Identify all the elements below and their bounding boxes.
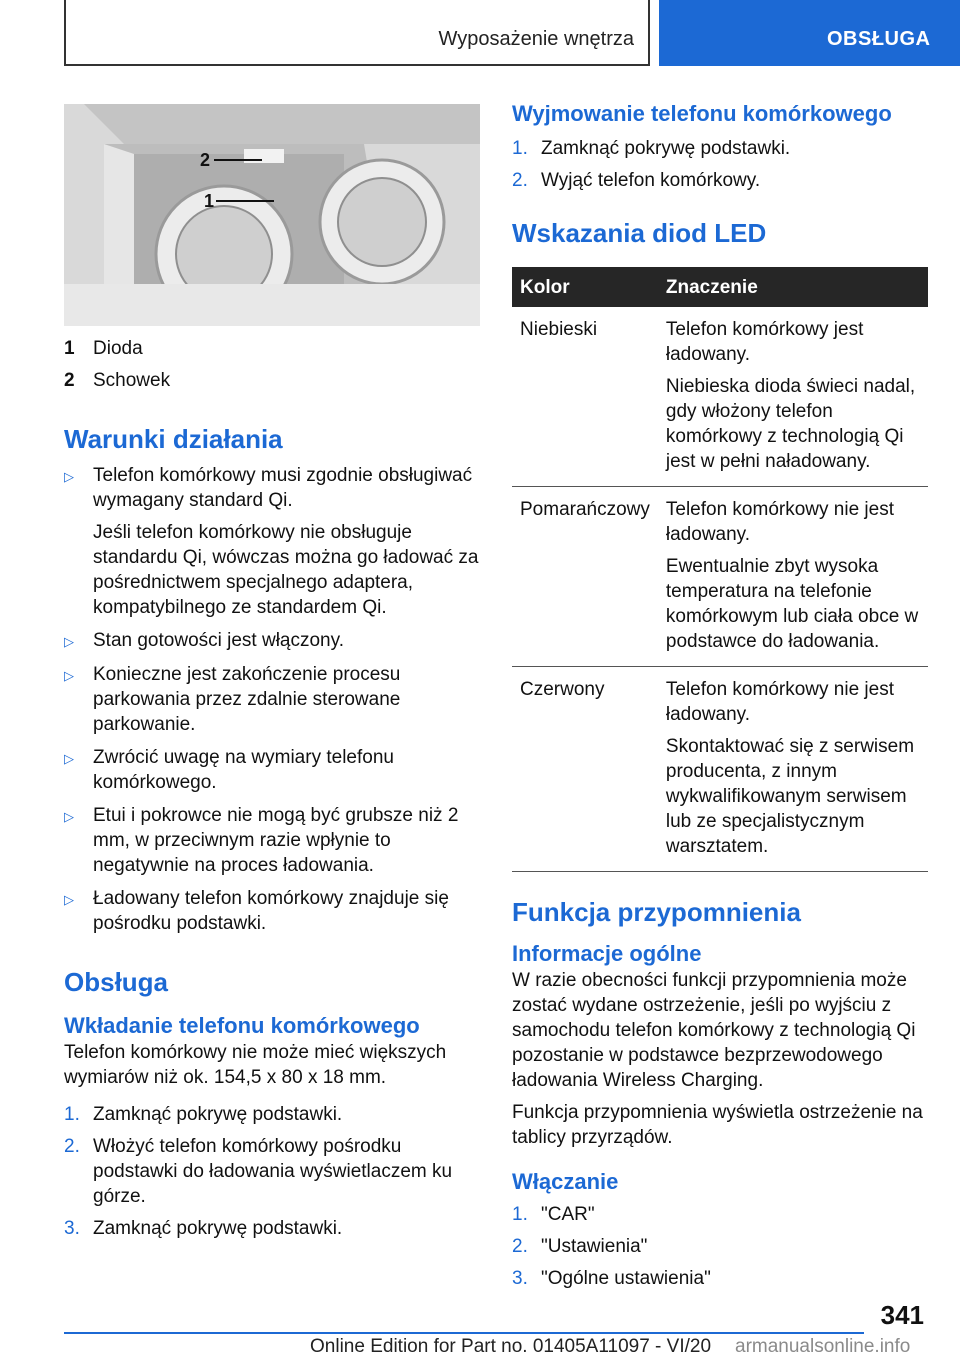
header-chapter-title: OBSŁUGA xyxy=(827,28,931,50)
triangle-bullet-icon: ▷ xyxy=(64,751,74,766)
bullet-item: ▷ Etui i pokrowce nie mogą być grubsze niż 2 mm, w przeciwnym razie wpłynie to negatywnie na proces ładowania. xyxy=(64,805,459,876)
footer-divider xyxy=(64,1332,864,1334)
led-color-cell: Pomarańczowy xyxy=(512,487,658,667)
charging-tray-photo xyxy=(64,104,480,326)
legend-item: 2 Schowek xyxy=(64,370,171,391)
triangle-bullet-icon: ▷ xyxy=(64,892,74,907)
subheading-wyjmowanie: Wyjmowanie telefonu komórkowego xyxy=(512,101,892,126)
bullet-item: ▷ Telefon komórkowy musi zgodnie obsługiwać wymagany standard Qi. Jeśli telefon komórkowy nie obsługuje standardu Qi, wówczas można go ładować za pośrednictwem specjalnego adaptera, kompatybilnego ze standardem Qi. xyxy=(64,465,479,618)
table-row xyxy=(512,487,928,667)
step-item: 1. "CAR" xyxy=(512,1204,595,1225)
led-meaning-cell: Telefon komórkowy nie jest ładowany. Skontaktować się z serwisem producenta, z innym wykwalifikowanym serwisem lub ze specjalistycznym warsztatem. xyxy=(658,667,928,872)
subheading-wlaczanie: Włączanie xyxy=(512,1169,619,1194)
wkladanie-intro: Telefon komórkowy nie może mieć większych wymiarów niż ok. 154,5 x 80 x 18 mm. xyxy=(64,1042,447,1088)
info-paragraph: W razie obecności funkcji przypomnienia może zostać wydane ostrzeżenie, jeśli po wyjściu z samochodu telefon komórkowy z technologią Qi pozostanie w podstawce bezprzewodowego ładowania Wireless Charging. xyxy=(512,970,916,1091)
table-header-row xyxy=(512,267,928,307)
triangle-bullet-icon: ▷ xyxy=(64,809,74,824)
step-item: 1. Zamknąć pokrywę podstawki. xyxy=(64,1104,343,1125)
bullet-item: ▷ Stan gotowości jest włączony. xyxy=(64,628,480,654)
led-meaning-cell: Telefon komórkowy jest ładowany. Niebieska dioda świeci nadal, gdy włożony telefon komórkowy z technologią Qi jest w pełni naładowany. xyxy=(658,307,928,487)
header-section-tab xyxy=(64,0,650,66)
table-row xyxy=(512,667,928,872)
triangle-bullet-icon: ▷ xyxy=(64,668,74,683)
watermark: armanualsonline.info xyxy=(735,1336,911,1357)
figure-label-1: 1 xyxy=(204,191,215,211)
led-color-cell: Czerwony xyxy=(512,667,658,872)
header-chapter-tab xyxy=(659,0,960,66)
header-section-title: Wyposażenie wnętrza xyxy=(438,28,634,50)
triangle-bullet-icon: ▷ xyxy=(64,634,74,649)
table-header-znaczenie: Znaczenie xyxy=(658,267,928,307)
figure-label-2: 2 xyxy=(200,150,211,170)
step-item: 3. "Ogólne ustawienia" xyxy=(512,1268,711,1289)
left-column xyxy=(64,336,480,1248)
table-row xyxy=(512,307,928,487)
legend-item: 1 Dioda xyxy=(64,338,143,359)
section-heading-warunki: Warunki działania xyxy=(64,424,283,454)
footer-edition: Online Edition for Part no. 01405A11097 - VI/20 xyxy=(310,1336,712,1357)
page-number: 341 xyxy=(880,1300,924,1330)
section-heading-przypomnienie: Funkcja przypomnienia xyxy=(512,897,801,927)
step-item: 2. "Ustawienia" xyxy=(512,1236,648,1257)
section-heading-led: Wskazania diod LED xyxy=(512,218,767,248)
info-paragraph: Funkcja przypomnienia wyświetla ostrzeżenie na tablicy przyrządów. xyxy=(512,1102,923,1148)
bullet-item: ▷ Konieczne jest zakończenie procesu parkowania przez zdalnie sterowane parkowanie. xyxy=(64,664,401,735)
table-header-kolor: Kolor xyxy=(512,267,658,307)
bullet-item: ▷ Ładowany telefon komórkowy znajduje się pośrodku podstawki. xyxy=(64,888,449,934)
led-meaning-cell: Telefon komórkowy nie jest ładowany. Ewentualnie zbyt wysoka temperatura na telefonie komórkowym lub ciała obce w podstawce do ładowania. xyxy=(658,487,928,667)
led-table xyxy=(512,267,928,872)
led-color-cell: Niebieski xyxy=(512,307,658,487)
step-item: 2. Włożyć telefon komórkowy pośrodku podstawki do ładowania wyświetlaczem ku górze. xyxy=(64,1136,453,1207)
step-item: 3. Zamknąć pokrywę podstawki. xyxy=(64,1218,343,1239)
right-column xyxy=(512,100,928,1298)
subheading-informacje: Informacje ogólne xyxy=(512,941,702,966)
triangle-bullet-icon: ▷ xyxy=(64,469,74,484)
section-heading-obsluga: Obsługa xyxy=(64,967,169,997)
subheading-wkladanie: Wkładanie telefonu komórkowego xyxy=(64,1013,420,1038)
step-item: 1. Zamknąć pokrywę podstawki. xyxy=(512,138,791,159)
step-item: 2. Wyjąć telefon komórkowy. xyxy=(512,170,761,191)
bullet-item: ▷ Zwrócić uwagę na wymiary telefonu komórkowego. xyxy=(64,747,394,793)
